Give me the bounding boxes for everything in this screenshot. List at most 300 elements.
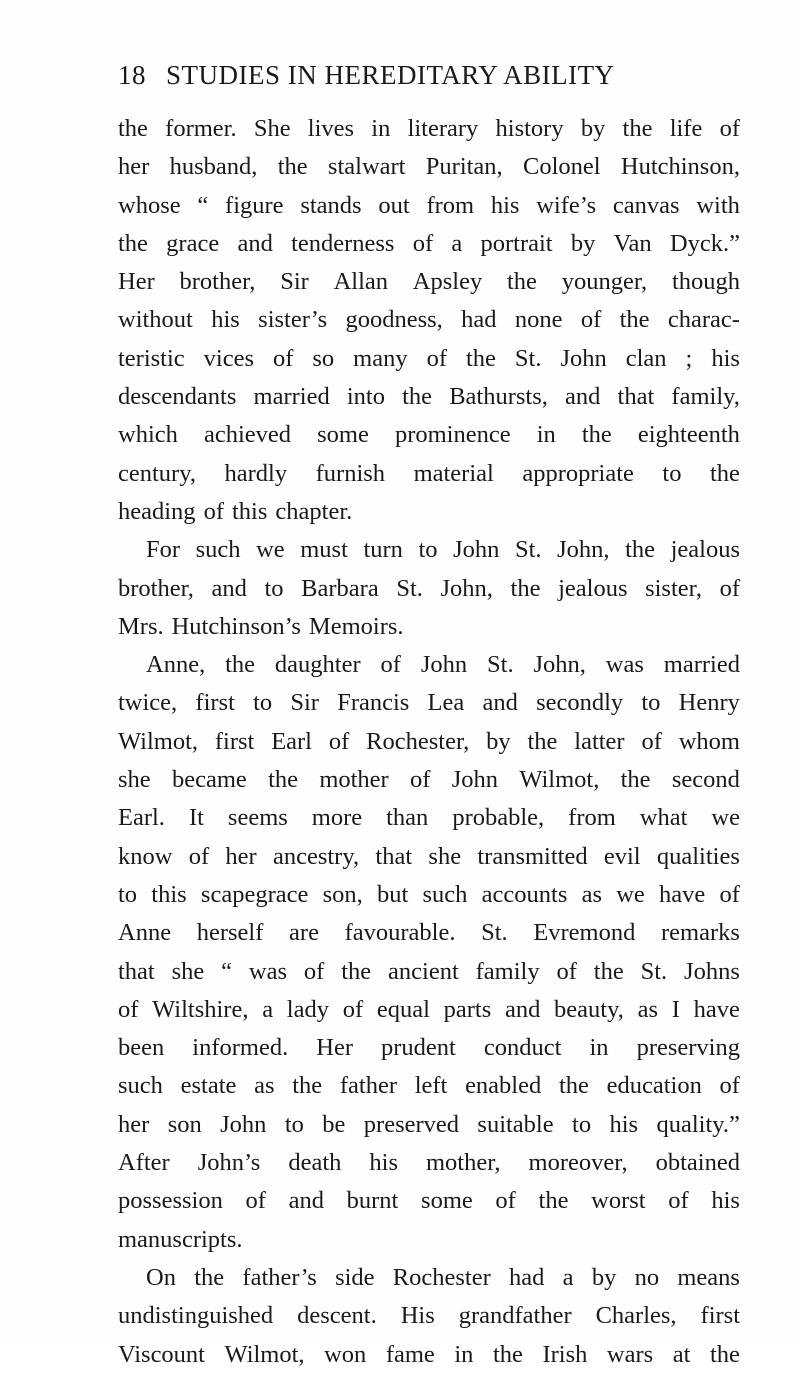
- word: education: [606, 1072, 702, 1100]
- text-line: [118, 148, 740, 186]
- word: “: [197, 191, 209, 219]
- word: such: [195, 536, 241, 564]
- word: first: [195, 689, 235, 717]
- word: the: [492, 1340, 523, 1368]
- word: so: [312, 344, 335, 372]
- word: her: [118, 1110, 150, 1138]
- word: moreover,: [528, 1149, 628, 1177]
- word: in: [589, 1034, 609, 1062]
- word: Memoirs.: [308, 612, 404, 640]
- word: father’s: [242, 1263, 317, 1291]
- word: jealous: [670, 536, 740, 564]
- word: side: [335, 1263, 375, 1291]
- word: the: [709, 1340, 740, 1368]
- word: must: [300, 536, 348, 564]
- word: life: [669, 115, 703, 142]
- word: worst: [591, 1187, 646, 1215]
- word: His: [400, 1302, 435, 1330]
- word: John: [560, 344, 607, 372]
- text-line: [118, 378, 740, 416]
- word: father: [339, 1072, 397, 1100]
- word: as: [581, 880, 602, 908]
- text-line: [118, 1221, 740, 1259]
- word: from: [426, 191, 475, 219]
- text-line: [118, 684, 740, 722]
- word: of: [412, 229, 434, 257]
- word: furnish: [315, 459, 386, 487]
- word: in: [454, 1340, 474, 1368]
- text-line: [118, 301, 740, 339]
- word: we: [711, 804, 740, 832]
- word: portrait: [480, 229, 553, 257]
- word: that: [617, 383, 655, 411]
- word: the: [341, 957, 372, 985]
- word: husband,: [169, 153, 258, 181]
- word: the: [402, 383, 433, 411]
- word: estate: [180, 1072, 237, 1100]
- word: as: [254, 1072, 275, 1100]
- word: Viscount: [118, 1340, 205, 1368]
- word: of: [303, 957, 325, 985]
- word: latter: [574, 727, 625, 755]
- text-line: [118, 531, 740, 569]
- word: conduct: [483, 1034, 562, 1062]
- word: and: [288, 1187, 324, 1215]
- word: Irish: [542, 1340, 588, 1368]
- text-line: [118, 876, 740, 914]
- word: Rochester: [392, 1263, 491, 1291]
- word: Evremond: [533, 919, 636, 947]
- word: former.: [165, 115, 237, 142]
- word: had: [509, 1263, 545, 1291]
- word: the: [625, 536, 656, 564]
- word: what: [639, 804, 688, 832]
- word: to: [572, 1110, 592, 1138]
- word: family: [475, 957, 540, 985]
- word: Wilmot,: [118, 727, 198, 755]
- word: undistinguished: [118, 1302, 274, 1330]
- word: Charles,: [595, 1302, 677, 1330]
- word: second: [671, 766, 740, 794]
- word: secondly: [536, 689, 624, 717]
- word: that: [118, 957, 155, 985]
- word: chapter.: [275, 497, 353, 525]
- word: we: [256, 536, 285, 564]
- text-line: [118, 646, 740, 684]
- text-line: [118, 608, 740, 646]
- word: John: [451, 766, 499, 794]
- word: of: [580, 306, 602, 334]
- word: of: [719, 880, 740, 908]
- word: married: [663, 651, 740, 679]
- word: from: [568, 804, 616, 832]
- word: are: [289, 919, 319, 947]
- word: St.: [396, 574, 423, 602]
- word: his: [711, 1187, 740, 1215]
- word: she: [171, 957, 205, 985]
- word: brother,: [118, 574, 194, 602]
- word: Dyck.”: [669, 229, 740, 257]
- word: After: [118, 1149, 170, 1177]
- text-line: [118, 570, 740, 608]
- word: was: [605, 651, 644, 679]
- word: On: [146, 1263, 176, 1291]
- word: preserving: [636, 1034, 740, 1062]
- word: teristic: [118, 344, 185, 372]
- word: brother,: [179, 268, 256, 296]
- word: ancient: [388, 957, 459, 985]
- word: equal: [376, 995, 430, 1023]
- word: the: [620, 766, 651, 794]
- word: in: [536, 421, 556, 449]
- word: the: [118, 229, 148, 257]
- word: some: [317, 421, 369, 449]
- word: we: [616, 880, 645, 908]
- word: out: [378, 191, 410, 219]
- word: without: [118, 306, 193, 334]
- word: won: [324, 1340, 367, 1368]
- running-title: STUDIES IN HEREDITARY ABILITY: [166, 60, 615, 90]
- word: a: [262, 995, 274, 1023]
- word: at: [672, 1340, 691, 1368]
- word: Colonel: [522, 153, 601, 181]
- word: Bathursts,: [449, 383, 548, 411]
- word: informed.: [192, 1034, 289, 1062]
- word: Barbara: [301, 574, 379, 602]
- word: to: [253, 689, 273, 717]
- word: Sir: [290, 689, 319, 717]
- text-line: [118, 416, 740, 454]
- word: and: [482, 689, 518, 717]
- text-line: [118, 991, 740, 1029]
- word: of: [719, 574, 740, 602]
- word: been: [118, 1034, 165, 1062]
- text-line: [118, 225, 740, 263]
- word: his: [609, 1110, 639, 1138]
- word: first: [214, 727, 255, 755]
- text-line: [118, 953, 740, 991]
- word: “: [221, 957, 233, 985]
- word: his: [490, 191, 520, 219]
- word: which: [118, 421, 178, 449]
- word: such: [118, 1072, 163, 1100]
- word: the: [622, 115, 653, 142]
- word: St.: [487, 651, 514, 679]
- word: younger,: [561, 268, 648, 296]
- word: Anne,: [146, 651, 206, 679]
- word: vices: [203, 344, 254, 372]
- word: a: [451, 229, 463, 257]
- word: John: [220, 1110, 267, 1138]
- word: fame: [385, 1340, 435, 1368]
- word: of: [410, 766, 431, 794]
- word: qualities: [656, 842, 740, 870]
- word: to: [418, 536, 438, 564]
- word: of: [495, 1187, 516, 1215]
- word: Apsley: [412, 268, 483, 296]
- word: remarks: [661, 919, 740, 947]
- word: of: [342, 995, 364, 1023]
- word: appropriate: [522, 459, 634, 487]
- word: wife’s: [536, 191, 597, 219]
- word: John,: [533, 651, 586, 679]
- word: of: [272, 344, 294, 372]
- text-line: [118, 340, 740, 378]
- text-line: [118, 1182, 740, 1220]
- word: the: [558, 1072, 589, 1100]
- word: family,: [671, 383, 740, 411]
- word: accounts: [481, 880, 568, 908]
- word: first: [700, 1302, 740, 1330]
- word: St.: [481, 919, 508, 947]
- word: St.: [514, 536, 542, 564]
- word: John: [420, 651, 468, 679]
- word: have: [693, 995, 740, 1023]
- word: no: [634, 1263, 660, 1291]
- word: ;: [685, 344, 693, 372]
- word: stands: [300, 191, 362, 219]
- word: of: [556, 957, 577, 985]
- word: the: [268, 766, 299, 794]
- word: Wilmot,: [224, 1340, 305, 1368]
- text-line: [118, 1067, 740, 1105]
- word: quality.”: [656, 1110, 740, 1138]
- text-line: [118, 1336, 740, 1374]
- word: Earl.: [118, 804, 165, 832]
- word: St.: [640, 957, 668, 985]
- word: of: [118, 995, 139, 1023]
- word: by: [570, 229, 596, 257]
- word: the: [593, 957, 624, 985]
- word: the: [581, 421, 612, 449]
- word: but: [376, 880, 409, 908]
- text-line: [118, 1144, 740, 1182]
- text-line: [118, 455, 740, 493]
- word: lady: [286, 995, 329, 1023]
- word: to: [662, 459, 682, 487]
- word: more: [311, 804, 363, 832]
- word: heading: [118, 497, 196, 525]
- word: became: [171, 766, 247, 794]
- body-text: [118, 110, 740, 1374]
- word: with: [696, 191, 740, 219]
- word: wars: [606, 1340, 654, 1368]
- word: of: [719, 1072, 740, 1100]
- word: of: [188, 842, 210, 870]
- word: the: [466, 344, 496, 372]
- word: Mrs.: [118, 612, 164, 640]
- text-line: [118, 838, 740, 876]
- word: She: [253, 115, 291, 142]
- text-line: [118, 761, 740, 799]
- text-line: [118, 263, 740, 301]
- word: Johns: [684, 957, 740, 985]
- word: Her: [118, 268, 155, 296]
- word: the: [118, 115, 148, 142]
- word: by: [486, 727, 511, 755]
- word: burnt: [346, 1187, 399, 1215]
- word: to: [264, 574, 284, 602]
- word: whom: [678, 727, 740, 755]
- word: century,: [118, 459, 196, 487]
- word: many: [353, 344, 408, 372]
- word: by: [580, 115, 606, 142]
- word: Francis: [337, 689, 410, 717]
- word: have: [659, 880, 706, 908]
- word: mother,: [426, 1149, 501, 1177]
- word: son,: [322, 880, 363, 908]
- text-line: [118, 1029, 740, 1067]
- word: a: [562, 1263, 574, 1291]
- word: jealous: [558, 574, 628, 602]
- word: John,: [557, 536, 610, 564]
- word: tenderness: [291, 229, 395, 257]
- word: was: [248, 957, 288, 985]
- word: of: [426, 344, 448, 372]
- word: preserved: [363, 1110, 460, 1138]
- word: the: [619, 306, 650, 334]
- word: Her: [316, 1034, 353, 1062]
- word: Puritan,: [425, 153, 503, 181]
- word: Rochester,: [366, 727, 470, 755]
- word: to: [641, 689, 661, 717]
- word: obtained: [655, 1149, 740, 1177]
- word: sister’s: [258, 306, 328, 334]
- word: seems: [227, 804, 288, 832]
- word: and: [504, 995, 541, 1023]
- word: probable,: [452, 804, 545, 832]
- word: twice,: [118, 689, 178, 717]
- word: grace: [166, 229, 220, 257]
- word: stalwart: [327, 153, 406, 181]
- word: figure: [225, 191, 284, 219]
- word: lives: [307, 115, 355, 142]
- word: history: [495, 115, 564, 142]
- text-line: [118, 1297, 740, 1335]
- word: some: [421, 1187, 473, 1215]
- word: John: [453, 536, 500, 564]
- word: St.: [514, 344, 542, 372]
- word: death: [288, 1149, 342, 1177]
- word: none: [514, 306, 563, 334]
- word: grandfather: [458, 1302, 572, 1330]
- word: of: [203, 497, 224, 525]
- word: of: [328, 727, 350, 755]
- word: married: [253, 383, 330, 411]
- word: her: [225, 842, 257, 870]
- word: Wilmot,: [519, 766, 600, 794]
- text-line: [118, 723, 740, 761]
- word: suitable: [477, 1110, 554, 1138]
- word: For: [146, 536, 181, 564]
- text-line: [118, 914, 740, 952]
- word: had: [461, 306, 497, 334]
- word: prudent: [381, 1034, 456, 1062]
- word: Henry: [678, 689, 740, 717]
- word: of: [641, 727, 662, 755]
- word: son: [167, 1110, 202, 1138]
- word: by: [591, 1263, 617, 1291]
- word: eighteenth: [637, 421, 740, 449]
- word: such: [422, 880, 468, 908]
- word: Wiltshire,: [152, 995, 249, 1023]
- word: than: [386, 804, 429, 832]
- word: of: [719, 115, 740, 142]
- word: into: [346, 383, 385, 411]
- word: this: [231, 497, 268, 525]
- word: manuscripts.: [118, 1225, 243, 1253]
- word: that: [375, 842, 413, 870]
- word: herself: [196, 919, 264, 947]
- text-line: [118, 187, 740, 225]
- word: the: [277, 153, 308, 181]
- word: and: [237, 229, 273, 257]
- word: her: [118, 153, 150, 181]
- word: to: [118, 880, 138, 908]
- word: the: [194, 1263, 225, 1291]
- word: she: [428, 842, 462, 870]
- word: the: [527, 727, 558, 755]
- word: Lea: [427, 689, 465, 717]
- page-number: 18: [118, 60, 146, 90]
- word: Earl: [271, 727, 312, 755]
- text-line: [118, 1106, 740, 1144]
- word: descent.: [297, 1302, 377, 1330]
- word: of: [380, 651, 401, 679]
- word: clan: [625, 344, 667, 372]
- word: be: [322, 1110, 346, 1138]
- word: Hutchinson,: [620, 153, 740, 181]
- word: hardly: [224, 459, 288, 487]
- word: mother: [319, 766, 389, 794]
- word: transmitted: [477, 842, 588, 870]
- word: and: [211, 574, 247, 602]
- word: daughter: [274, 651, 361, 679]
- word: It: [188, 804, 204, 832]
- word: sister,: [645, 574, 702, 602]
- word: the: [225, 651, 256, 679]
- text-line: [118, 799, 740, 837]
- word: beauty,: [554, 995, 624, 1023]
- word: she: [118, 766, 151, 794]
- word: the: [292, 1072, 323, 1100]
- word: Van: [613, 229, 652, 257]
- word: means: [677, 1263, 740, 1291]
- word: favourable.: [344, 919, 456, 947]
- word: know: [118, 842, 173, 870]
- word: this: [151, 880, 187, 908]
- word: Anne: [118, 919, 172, 947]
- word: material: [413, 459, 494, 487]
- word: I: [671, 995, 680, 1023]
- word: the: [710, 459, 740, 487]
- word: the: [507, 268, 537, 296]
- word: his: [711, 344, 740, 372]
- word: charac-: [667, 306, 740, 334]
- word: prominence: [394, 421, 511, 449]
- word: left: [414, 1072, 448, 1100]
- word: scapegrace: [200, 880, 309, 908]
- word: evil: [603, 842, 641, 870]
- word: Sir: [280, 268, 309, 296]
- word: achieved: [203, 421, 292, 449]
- text-line: [118, 493, 740, 531]
- word: literary: [407, 115, 479, 142]
- word: of: [245, 1187, 266, 1215]
- word: the: [510, 574, 541, 602]
- word: turn: [363, 536, 403, 564]
- word: canvas: [612, 191, 680, 219]
